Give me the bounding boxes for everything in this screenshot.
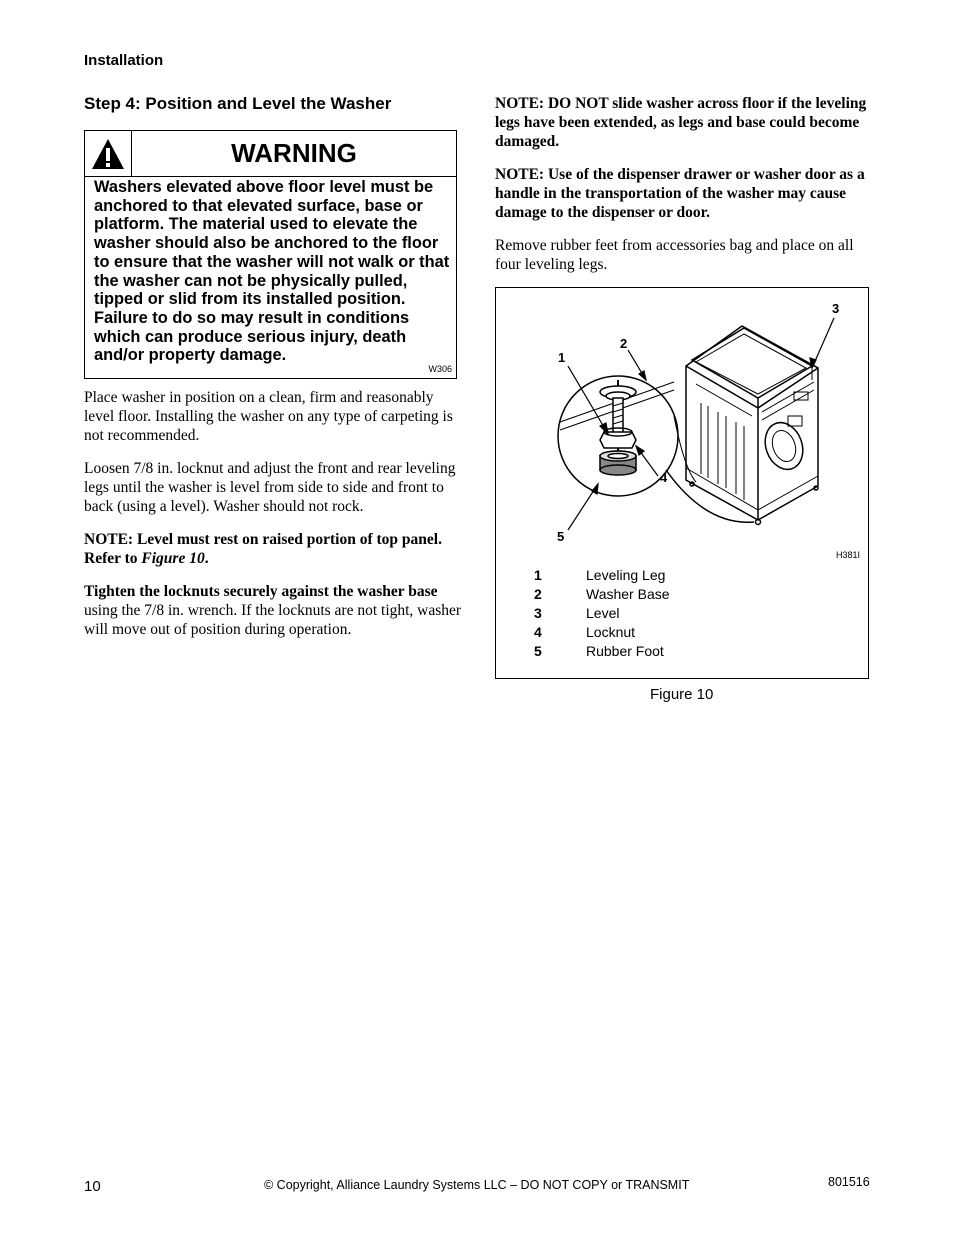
callout-1: 1 [558, 350, 566, 365]
legend-label: Level [586, 605, 620, 621]
position-paragraph: Place washer in position on a clean, firm and reasonably level floor. Installing the washer on any type of carpeting is not recommended. [84, 389, 453, 444]
legend-label: Washer Base [586, 586, 670, 602]
legend-label: Leveling Leg [586, 567, 666, 583]
washer-leveling-illustration [496, 288, 868, 558]
level-note [84, 530, 462, 568]
legend-label: Rubber Foot [586, 643, 664, 659]
legend-label: Locknut [586, 624, 636, 640]
tighten-bold-text: Tighten the locknuts securely against the washer base [84, 583, 438, 600]
figure-code: H381I [836, 550, 861, 560]
level-note-text: NOTE: Level must rest on raised portion of top panel. Refer to [84, 531, 442, 567]
callout-5: 5 [557, 529, 565, 544]
right-column [495, 94, 873, 288]
left-column [84, 388, 462, 653]
figure-reference-link[interactable]: Figure 10 [141, 550, 205, 567]
legend-number: 5 [534, 643, 542, 659]
warning-box [84, 130, 457, 379]
section-label: Installation [84, 52, 164, 69]
warning-text: Washers elevated above floor level must be anchored to that elevated surface, base or platform. The material used to elevate the washer should also be anchored to the floor to ensure that the washer will not walk or that the washer can not be physically pulled, tipped or slid from its installed position. Failure to do so may result in conditions which can produce serious injury, death and/or property damage. [94, 178, 450, 365]
legend-number: 2 [534, 586, 542, 602]
step-heading: Step 4: Position and Level the Washer [84, 94, 392, 113]
figure-10-box [495, 287, 869, 679]
callout-2: 2 [620, 336, 628, 351]
warning-header [85, 131, 456, 177]
legend-number: 1 [534, 567, 542, 583]
washer-drawing [686, 326, 818, 525]
warning-icon-cell [85, 131, 132, 176]
loosen-paragraph: Loosen 7/8 in. locknut and adjust the front and rear leveling legs until the washer is level from side to side and front to back (using a level). Washer should not rock. [84, 460, 456, 515]
rubber-feet-paragraph: Remove rubber feet from accessories bag and place on all four leveling legs. [495, 237, 854, 273]
warning-code: W306 [428, 364, 452, 374]
warning-triangle-icon [85, 131, 131, 176]
copyright-notice: © Copyright, Alliance Laundry Systems LLC – DO NOT COPY or TRANSMIT [264, 1178, 690, 1192]
legend-number: 4 [534, 624, 542, 640]
legend-number: 3 [534, 605, 542, 621]
figure-caption: Figure 10 [650, 686, 714, 703]
dispenser-note: NOTE: Use of the dispenser drawer or washer door as a handle in the transportation of the washer may cause damage to the dispenser or door. [495, 166, 865, 221]
document-number: 801516 [828, 1175, 870, 1189]
page-number: 10 [84, 1178, 101, 1195]
level-note-end: . [204, 550, 209, 567]
tighten-text: using the 7/8 in. wrench. If the locknuts are not tight, washer will move out of position during operation. [84, 602, 462, 638]
slide-note: NOTE: DO NOT slide washer across floor if the leveling legs have been extended, as legs and base could become damaged. [495, 95, 867, 150]
warning-title: WARNING [231, 138, 357, 168]
callout-4: 4 [660, 470, 668, 485]
tighten-paragraph [84, 582, 462, 639]
callout-3: 3 [832, 301, 840, 316]
